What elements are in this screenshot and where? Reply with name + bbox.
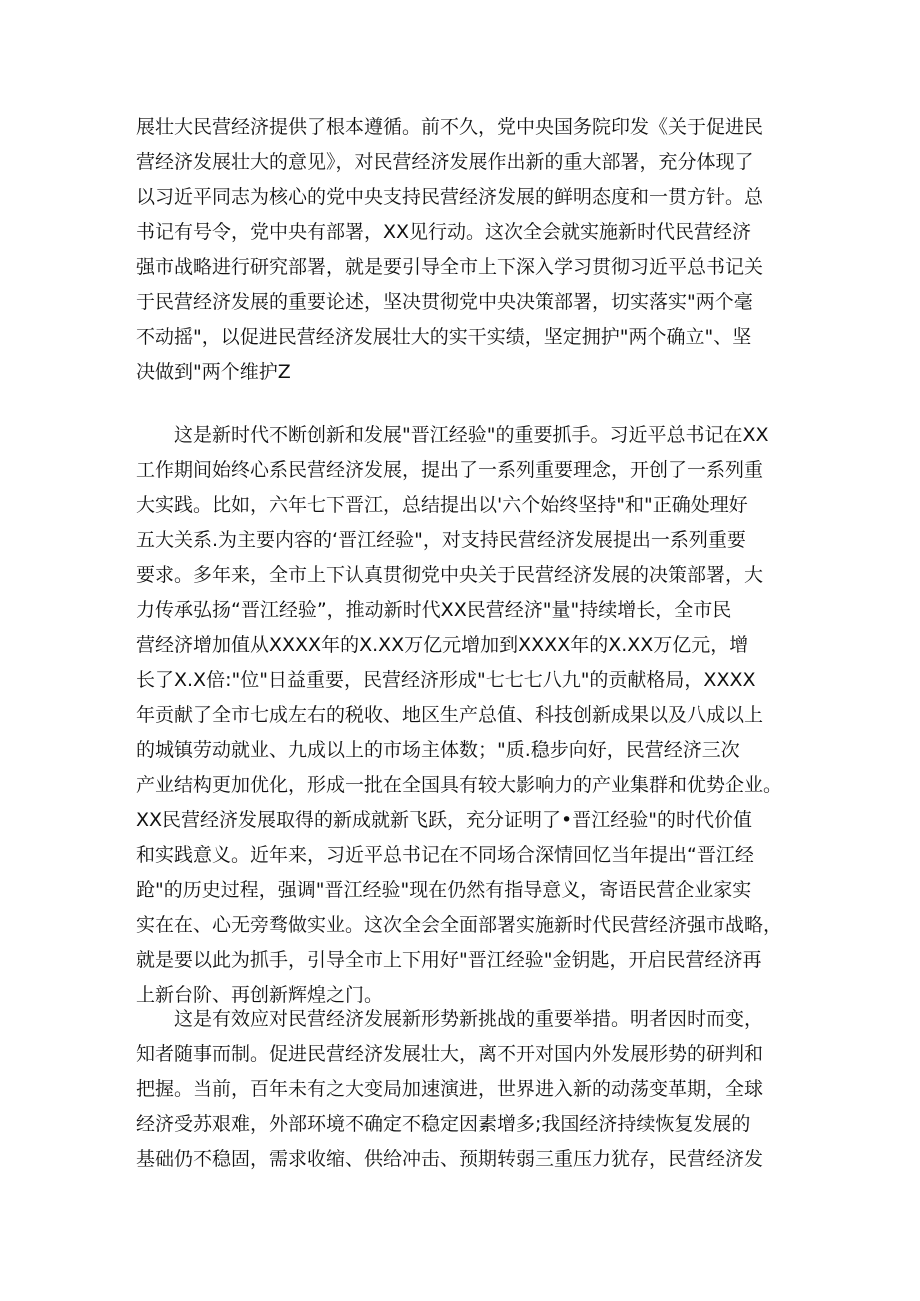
text-line: 决做到"两个维护Z (136, 361, 291, 383)
text-line: 跄"的历史过程，强调"晋江经验"现在仍然有指导意义，寄语民营企业家实 (136, 879, 752, 901)
text-line: 和实践意义。近年来，习近平总书记在不同场合深情回忆当年提出“晋江经 (136, 844, 754, 866)
text-line: 大实践。比如，六年七下晋江，总结提出以'六个始终坚持"和"正确处理好 (136, 494, 748, 516)
text-line: 以习近平同志为核心的党中央支持民营经济发展的鲜明态度和一贯方针。总 (136, 186, 764, 208)
text-line: 长了X.X倍:"位"日益重要，民营经济形成"七七七八九"的贡献格局，XXXX (136, 669, 756, 691)
paragraph-2 (136, 418, 796, 1013)
text-line: 基础仍不稳固，需求收缩、供给冲击、预期转弱三重压力犹存，民营经济发 (136, 1148, 764, 1170)
text-line: 产业结构更加优化，形成一批在全国具有较大影响力的产业集群和优势企业。 (136, 774, 783, 796)
text-line: 强市战略进行研究部署，就是要引导全市上下深入学习贯彻习近平总书记关 (136, 256, 764, 278)
text-line: 营经济发展壮大的意见》，对民营经济发展作出新的重大部署，充分体现了 (136, 151, 754, 173)
paragraph-1 (136, 110, 796, 390)
text-line: 营经济增加值从XXXX年的X.XX万亿元增加到XXXX年的X.XX万亿元，增 (136, 634, 749, 656)
text-line: 把握。当前，百年未有之大变局加速演进，世界进入新的动荡变革期，全球 (136, 1078, 764, 1100)
text-line: 实在在、心无旁骛做实业。这次全会全面部署实施新时代民营经济强市战略， (136, 914, 783, 936)
text-line: 这是有效应对民营经济发展新形势新挑战的重要举措。明者因时而变， (174, 1008, 764, 1030)
text-line: 展壮大民营经济提供了根本遵循。前不久，党中央国务院印发《关于促进民 (136, 116, 764, 138)
text-line: 经济受苏艰难，外部环境不确定不稳定因素增多;我国经济持续恢复发展的 (136, 1113, 751, 1135)
text-line: 这是新时代不断创新和发展"晋江经验"的重要抓手。习近平总书记在XX (174, 424, 769, 446)
text-line: 力传承弘扬“晋江经验”，推动新时代XX民营经济"量"持续增长，全市民 (136, 599, 732, 621)
text-line: 于民营经济发展的重要论述，坚决贯彻党中央决策部署，切实落实"两个毫 (136, 291, 753, 313)
text-line: 上新台阶、再创新辉煌之门。 (136, 984, 384, 1006)
text-line: XX民营经济发展取得的新成就新飞跃，充分证明了•晋江经验"的时代价值 (136, 809, 752, 831)
paragraph-3 (136, 1002, 796, 1177)
text-line: 要求。多年来，全市上下认真贯彻党中央关于民营经济发展的决策部署，大 (136, 564, 764, 586)
text-line: 五大关系.为主要内容的‘晋江经验"，对支持民营经济发展提出一系列重要 (136, 529, 746, 551)
text-line: 知者随事而制。促进民营经济发展壮大，离不开对国内外发展形势的研判和 (136, 1043, 764, 1065)
text-line: 年贡献了全市七成左右的税收、地区生产总值、科技创新成果以及八成以上 (136, 704, 764, 726)
text-line: 的城镇劳动就业、九成以上的市场主体数；"质.稳步向好，民营经济三次 (136, 739, 740, 761)
text-line: 工作期间始终心系民营经济发展，提出了一系列重要理念，开创了一系列重 (136, 459, 764, 481)
text-line: 不动摇"，以促进民营经济发展壮大的实干实绩，坚定拥护"两个确立"、坚 (136, 326, 752, 348)
text-line: 书记有号令，党中央有部署，XX见行动。这次全会就实施新时代民营经济 (136, 221, 752, 243)
text-line: 就是要以此为抓手，引导全市上下用好"晋江经验"金钥匙，开启民营经济再 (136, 949, 762, 971)
